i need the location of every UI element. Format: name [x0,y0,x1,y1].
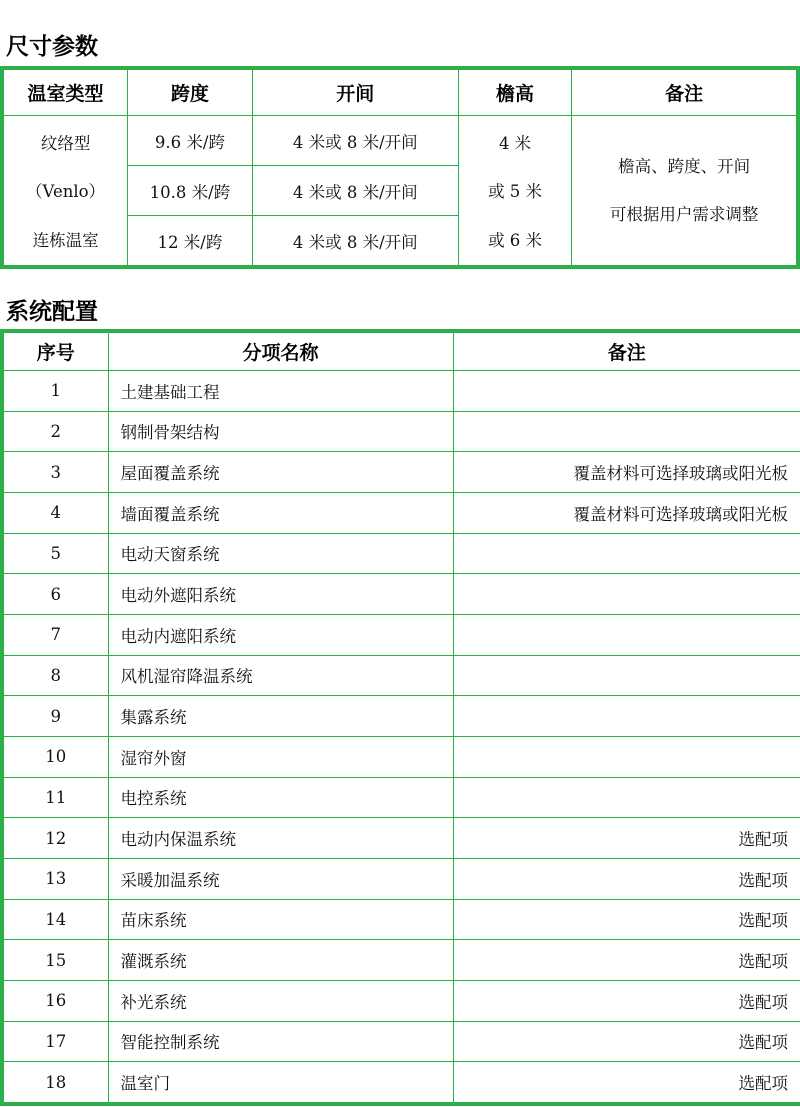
note-line: 檐高、跨度、开间 [618,156,751,176]
row-number: 5 [2,533,108,574]
note-line: 可根据用户需求调整 [609,204,759,224]
span-cell: 12 米/跨 [128,216,253,268]
item-name: 灌溉系统 [108,940,453,981]
row-number: 17 [2,1021,108,1062]
row-number: 3 [2,452,108,493]
type-line: 连栋温室 [32,231,99,251]
size-table [0,66,800,269]
item-note [453,574,800,615]
table-row [2,858,800,899]
row-number: 4 [2,492,108,533]
header-item-name: 分项名称 [108,331,453,371]
row-number: 10 [2,736,108,777]
eave-line: 或 6 米 [488,231,543,251]
row-number: 2 [2,411,108,452]
table-row [2,818,800,859]
row-number: 12 [2,818,108,859]
row-number: 7 [2,614,108,655]
header-bay: 开间 [252,68,458,116]
bay-cell: 4 米或 8 米/开间 [252,116,458,166]
table-row [2,899,800,940]
item-name: 土建基础工程 [108,371,453,412]
item-note: 选配项 [453,1021,800,1062]
eave-line: 4 米 [498,133,532,153]
size-note-cell [572,116,798,268]
row-number: 9 [2,696,108,737]
item-note [453,655,800,696]
eave-line: 或 5 米 [488,182,543,202]
row-number: 15 [2,940,108,981]
row-number: 14 [2,899,108,940]
header-span: 跨度 [128,68,253,116]
table-row [2,980,800,1021]
size-section-title: 尺寸参数 [6,34,98,60]
table-row [2,655,800,696]
item-name: 采暖加温系统 [108,858,453,899]
table-row [2,492,800,533]
config-section-title: 系统配置 [6,299,98,325]
row-number: 6 [2,574,108,615]
table-row [2,696,800,737]
item-name: 集露系统 [108,696,453,737]
table-row [2,614,800,655]
item-note: 选配项 [453,858,800,899]
row-number: 18 [2,1062,108,1104]
row-number: 16 [2,980,108,1021]
item-note: 选配项 [453,1062,800,1104]
item-note [453,411,800,452]
item-name: 电动天窗系统 [108,533,453,574]
row-number: 8 [2,655,108,696]
table-row [2,1062,800,1104]
item-note: 选配项 [453,980,800,1021]
item-name: 苗床系统 [108,899,453,940]
size-table-header-row [2,68,798,116]
row-number: 11 [2,777,108,818]
item-note [453,533,800,574]
header-greenhouse-type: 温室类型 [2,68,128,116]
header-serial-number: 序号 [2,331,108,371]
table-row [2,777,800,818]
item-name: 屋面覆盖系统 [108,452,453,493]
table-row [2,574,800,615]
item-name: 智能控制系统 [108,1021,453,1062]
item-note: 选配项 [453,899,800,940]
item-name: 电控系统 [108,777,453,818]
item-name: 风机湿帘降温系统 [108,655,453,696]
table-row [2,371,800,412]
item-note [453,736,800,777]
item-name: 补光系统 [108,980,453,1021]
config-table-header-row [2,331,800,371]
row-number: 13 [2,858,108,899]
item-note: 选配项 [453,940,800,981]
span-cell: 10.8 米/跨 [128,166,253,216]
bay-cell: 4 米或 8 米/开间 [252,166,458,216]
item-note: 覆盖材料可选择玻璃或阳光板 [453,492,800,533]
item-note [453,696,800,737]
item-note: 覆盖材料可选择玻璃或阳光板 [453,452,800,493]
table-row [2,940,800,981]
header-note: 备注 [572,68,798,116]
item-note [453,777,800,818]
item-name: 湿帘外窗 [108,736,453,777]
table-row [2,533,800,574]
item-name: 温室门 [108,1062,453,1104]
span-cell: 9.6 米/跨 [128,116,253,166]
item-note: 选配项 [453,818,800,859]
eave-height-cell [458,116,572,268]
item-name: 电动内遮阳系统 [108,614,453,655]
item-name: 电动外遮阳系统 [108,574,453,615]
table-row [2,1021,800,1062]
item-name: 钢制骨架结构 [108,411,453,452]
item-name: 墙面覆盖系统 [108,492,453,533]
header-remark: 备注 [453,331,800,371]
table-row [2,736,800,777]
table-row [2,411,800,452]
header-eave-height: 檐高 [458,68,572,116]
bay-cell: 4 米或 8 米/开间 [252,216,458,268]
item-name: 电动内保温系统 [108,818,453,859]
config-table [0,329,800,1106]
type-line: （Venlo） [26,182,106,202]
table-row [2,452,800,493]
item-note [453,371,800,412]
size-row [2,116,798,166]
item-note [453,614,800,655]
type-line: 纹络型 [40,133,91,153]
config-table-body [2,371,800,1105]
row-number: 1 [2,371,108,412]
greenhouse-type-cell [2,116,128,268]
